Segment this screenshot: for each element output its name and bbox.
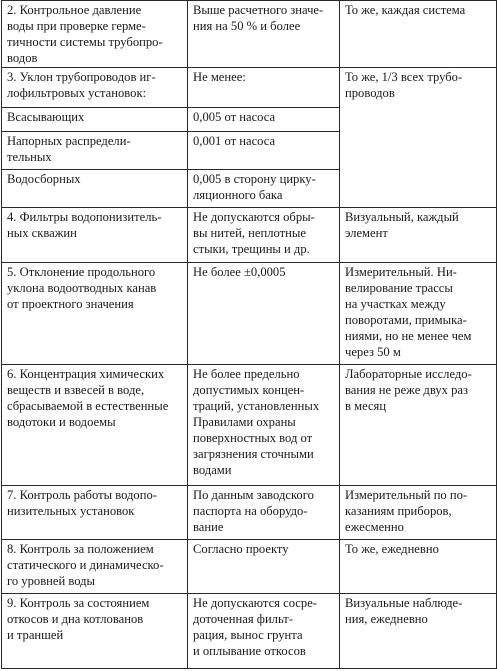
table-cell-requirement: Не допускаются сосре- доточенная фильт- рация, вынос грунта и оплывание откосов bbox=[188, 594, 340, 669]
table-row bbox=[2, 540, 497, 594]
table-cell-control-method: То же, 1/3 всех трубо- проводов bbox=[340, 68, 497, 208]
control-parameters-table bbox=[1, 0, 497, 669]
table-row bbox=[2, 486, 497, 540]
table-cell-requirement: 0,005 от насоса bbox=[188, 108, 340, 132]
table-cell-requirement: 0,001 от насоса bbox=[188, 132, 340, 170]
table-cell-requirement: Не более предельно допустимых концен- траций, установленных Правилами охраны поверхностных вод от загрязнения сточными водами bbox=[188, 365, 340, 486]
table-row bbox=[2, 365, 497, 486]
table-cell-requirement: По данным заводского паспорта на оборудо- вание bbox=[188, 486, 340, 540]
table-cell-parameter: 7. Контроль работы водопо- низительных установок bbox=[2, 486, 188, 540]
table-cell-requirement: Не менее: bbox=[188, 68, 340, 108]
table-cell-parameter: 5. Отклонение продольного уклона водоотводных канав от проектного значения bbox=[2, 263, 188, 365]
table-row bbox=[2, 594, 497, 669]
table-cell-parameter: 6. Концентрация химических веществ и взвесей в воде, сбрасываемой в естественные водотоки и водоемы bbox=[2, 365, 188, 486]
table-cell-parameter: Всасывающих bbox=[2, 108, 188, 132]
table-cell-requirement: Выше расчетного значе- ния на 50 % и более bbox=[188, 1, 340, 68]
table-cell-control-method: Визуальный, каждый элемент bbox=[340, 208, 497, 263]
table-row bbox=[2, 68, 497, 108]
table-cell-control-method: То же, ежедневно bbox=[340, 540, 497, 594]
table-row bbox=[2, 263, 497, 365]
table-row bbox=[2, 1, 497, 68]
table-cell-requirement: Согласно проекту bbox=[188, 540, 340, 594]
table-cell-control-method: Визуальные наблюде- ния, ежедневно bbox=[340, 594, 497, 669]
table-cell-parameter: Водосборных bbox=[2, 170, 188, 208]
table-row bbox=[2, 208, 497, 263]
table-cell-requirement: Не допускаются обры- вы нитей, неплотные стыки, трещины и др. bbox=[188, 208, 340, 263]
table-cell-parameter: Напорных распредели- тельных bbox=[2, 132, 188, 170]
table-cell-parameter: 3. Уклон трубопроводов иг- лофильтровых установок: bbox=[2, 68, 188, 108]
table-cell-parameter: 2. Контрольное давление воды при проверке герме- тичности системы трубопро- водов bbox=[2, 1, 188, 68]
table-cell-parameter: 4. Фильтры водопонизитель- ных скважин bbox=[2, 208, 188, 263]
table-cell-parameter: 8. Контроль за положением статического и динамическо- го уровней воды bbox=[2, 540, 188, 594]
table-cell-control-method: Измерительный. Ни- велирование трассы на участках между поворотами, примыка- ниями, но не менее чем через 50 м bbox=[340, 263, 497, 365]
table-cell-requirement: 0,005 в сторону цирку- ляционного бака bbox=[188, 170, 340, 208]
table-cell-requirement: Не более ±0,0005 bbox=[188, 263, 340, 365]
table-cell-control-method: То же, каждая система bbox=[340, 1, 497, 68]
table-cell-control-method: Лабораторные исследо- вания не реже двух раз в месяц bbox=[340, 365, 497, 486]
table-cell-control-method: Измерительный по по- казаниям приборов, ежесменно bbox=[340, 486, 497, 540]
table-cell-parameter: 9. Контроль за состоянием откосов и дна котлованов и траншей bbox=[2, 594, 188, 669]
